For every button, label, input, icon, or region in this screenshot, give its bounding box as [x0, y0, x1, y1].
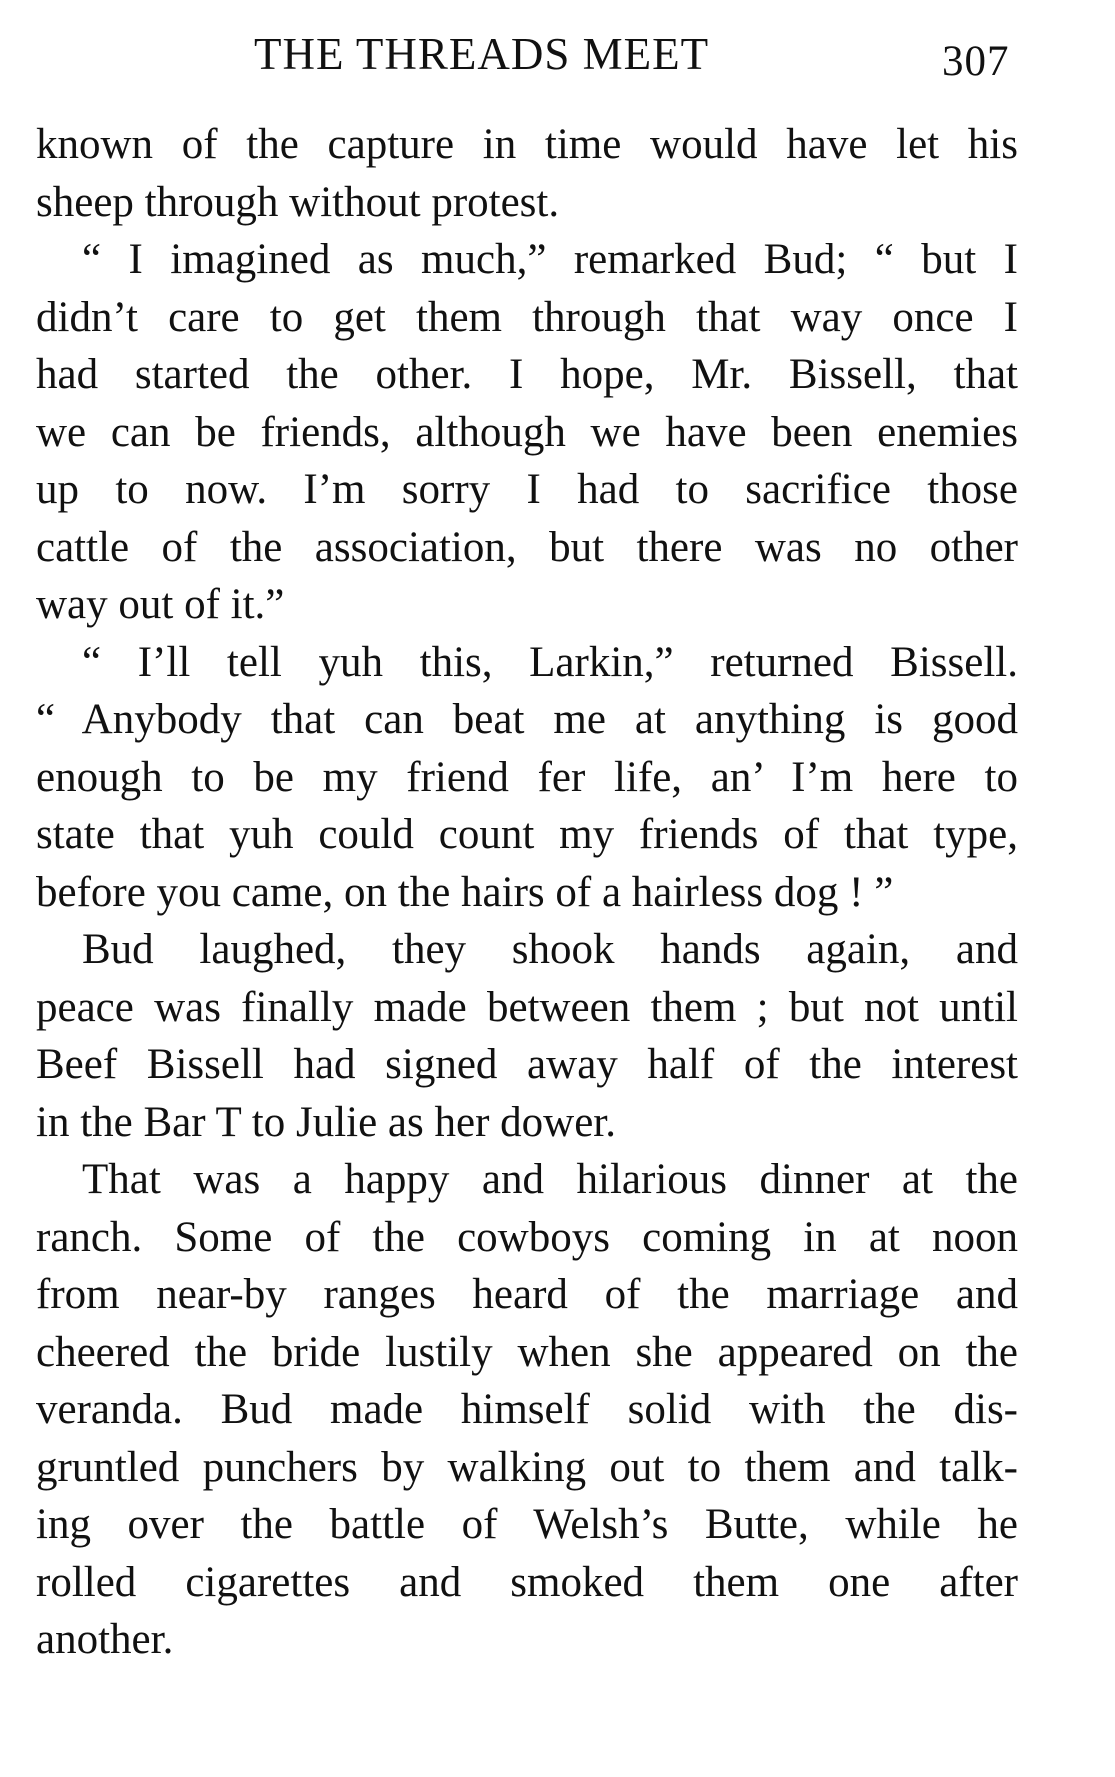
text-line: “ Anybody that can beat me at anything is good [36, 696, 1018, 743]
body-text [36, 116, 1018, 1669]
text-line: veranda. Bud made himself solid with the dis- [36, 1386, 1018, 1433]
text-line: way out of it.” [36, 581, 285, 628]
text-line: in the Bar T to Julie as her dower. [36, 1098, 616, 1146]
text-line: state that yuh could count my friends of that type, [36, 811, 1018, 858]
text-line: gruntled punchers by walking out to them and talk- [36, 1443, 1018, 1491]
text-line: up to now. I’m sorry I had to sacrifice those [36, 466, 1018, 513]
text-line: “ I imagined as much,” remarked Bud; “ but I [82, 236, 1018, 283]
text-line: enough to be my friend fer life, an’ I’m here to [36, 753, 1018, 801]
text-line: cheered the bride lustily when she appeared on the [36, 1328, 1018, 1376]
text-line: ing over the battle of Welsh’s Butte, while he [36, 1501, 1018, 1548]
page-number: 307 [942, 38, 1010, 85]
text-line: ranch. Some of the cowboys coming in at noon [36, 1213, 1018, 1261]
text-line: peace was finally made between them ; but not until [36, 983, 1018, 1031]
chapter-title: THE THREADS MEET [254, 29, 710, 79]
text-line: another. [36, 1616, 174, 1663]
text-line: “ I’ll tell yuh this, Larkin,” returned Bissell. [82, 638, 1018, 686]
text-line: before you came, on the hairs of a hairless dog ! ” [36, 868, 894, 916]
text-line: we can be friends, although we have been enemies [36, 408, 1018, 456]
text-line: sheep through without protest. [36, 178, 560, 226]
text-line: rolled cigarettes and smoked them one after [36, 1558, 1018, 1606]
text-line: Beef Bissell had signed away half of the interest [36, 1041, 1018, 1088]
text-line: That was a happy and hilarious dinner at the [82, 1156, 1018, 1203]
text-line: Bud laughed, they shook hands again, and [82, 926, 1018, 973]
text-line: cattle of the association, but there was no other [36, 523, 1018, 571]
text-line: didn’t care to get them through that way once I [36, 293, 1018, 341]
text-line: known of the capture in time would have let his [36, 121, 1018, 168]
text-line: had started the other. I hope, Mr. Bissell, that [36, 351, 1018, 398]
text-line: from near-by ranges heard of the marriage and [36, 1271, 1018, 1318]
running-head [0, 24, 1115, 84]
